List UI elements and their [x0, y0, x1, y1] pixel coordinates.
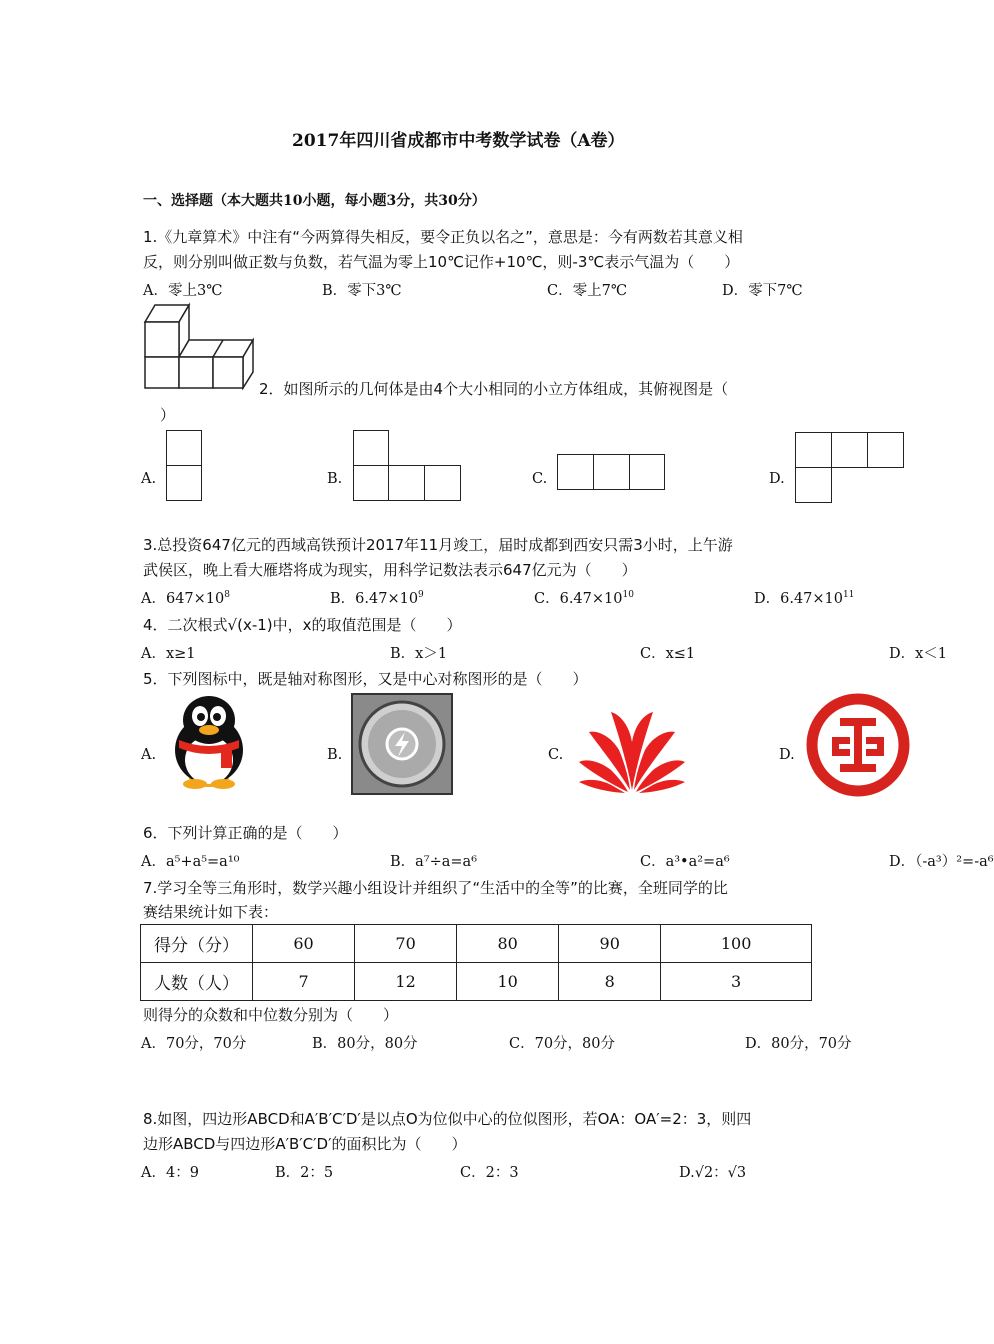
table-cell: 100 [661, 925, 812, 963]
q2-option-a[interactable]: A. [141, 471, 157, 487]
table-row [141, 925, 812, 963]
lightning-disc-icon [351, 693, 453, 795]
section-heading: 一、选择题（本大题共10小题，每小题3分，共30分） [143, 193, 486, 209]
q8-option-a[interactable]: A．4：9 [141, 1165, 199, 1181]
q3-line1: 3.总投资647亿元的西域高铁预计2017年11月竣工，届时成都到西安只需3小时，上午游 [143, 536, 733, 554]
q1-option-b[interactable]: B．零下3℃ [322, 283, 402, 299]
q5-option-d[interactable]: D. [779, 747, 795, 763]
q4-option-c[interactable]: C．x≤1 [640, 646, 696, 662]
q5-option-c[interactable]: C. [548, 747, 564, 763]
score-table [140, 924, 812, 1001]
table-cell: 7 [253, 963, 355, 1001]
huawei-logo-icon [573, 702, 691, 794]
table-cell: 人数（人） [141, 963, 253, 1001]
q6-option-d[interactable]: D．（-a³）²=-a⁶ [889, 854, 994, 870]
table-cell: 80 [457, 925, 559, 963]
q2-c-square-1 [557, 454, 594, 490]
q5-option-b[interactable]: B. [327, 747, 343, 763]
q4-option-a[interactable]: A．x≥1 [141, 646, 196, 662]
table-cell: 12 [355, 963, 457, 1001]
q2-c-square-2 [593, 454, 630, 490]
q1-option-a[interactable]: A．零上3℃ [143, 283, 223, 299]
q2-d-square-2 [831, 432, 868, 468]
q1-option-c[interactable]: C．零上7℃ [547, 283, 628, 299]
q8-line2: 边形ABCD与四边形A′B′C′D′的面积比为（ ） [143, 1135, 467, 1153]
q3-option-a[interactable]: A．$647\times 10^8$ [141, 590, 230, 607]
table-cell: 10 [457, 963, 559, 1001]
table-cell: 90 [559, 925, 661, 963]
q2-option-d[interactable]: D. [769, 471, 785, 487]
q2-a-square-top [166, 430, 202, 466]
q8-option-d[interactable]: D.√2：√3 [679, 1165, 747, 1181]
q1-option-d[interactable]: D．零下7℃ [722, 283, 803, 299]
table-row [141, 963, 812, 1001]
q2-option-b[interactable]: B. [327, 471, 343, 487]
q7-line3: 则得分的众数和中位数分别为（ ） [143, 1006, 399, 1024]
q6-line1: 6．下列计算正确的是（ ） [143, 824, 348, 842]
table-cell: 8 [559, 963, 661, 1001]
q5-option-a[interactable]: A. [141, 747, 157, 763]
q4-line1: 4．二次根式√(x-1)中，x的取值范围是（ ） [143, 616, 462, 634]
q2-d-square-3 [867, 432, 904, 468]
page-title: 2017年四川省成都市中考数学试卷（A卷） [292, 131, 625, 151]
q4-option-d[interactable]: D．x＜1 [889, 646, 948, 662]
q2-b-square-1 [353, 465, 389, 501]
q1-line1: 1.《九章算术》中注有“今两算得失相反，要令正负以名之”，意思是：今有两数若其意义相 [143, 228, 743, 246]
table-cell: 3 [661, 963, 812, 1001]
q2-a-square-bottom [166, 465, 202, 501]
q7-line1: 7.学习全等三角形时，数学兴趣小组设计并组织了“生活中的全等”的比赛，全班同学的比 [143, 879, 728, 897]
q8-option-b[interactable]: B．2：5 [275, 1165, 334, 1181]
q2-line2: ） [160, 406, 176, 424]
q7-line2: 赛结果统计如下表： [143, 903, 279, 921]
q2-option-c[interactable]: C. [532, 471, 548, 487]
q6-option-c[interactable]: C．a³•a²=a⁶ [640, 854, 730, 870]
q7-option-a[interactable]: A．70分，70分 [141, 1036, 247, 1052]
q2-cube-figure [140, 300, 258, 392]
q3-option-d[interactable]: D．$6.47\times 10^{11}$ [754, 590, 855, 607]
q4-option-b[interactable]: B．x＞1 [390, 646, 448, 662]
q6-option-a[interactable]: A．a⁵+a⁵=a¹⁰ [141, 854, 240, 870]
q2-line1: 2．如图所示的几何体是由4个大小相同的小立方体组成，其俯视图是（ [259, 380, 729, 398]
q7-option-d[interactable]: D．80分，70分 [745, 1036, 852, 1052]
q2-d-square-1 [795, 432, 832, 468]
q2-b-square-3 [424, 465, 461, 501]
penguin-icon [165, 692, 255, 792]
table-cell: 得分（分） [141, 925, 253, 963]
q2-b-square-2 [388, 465, 425, 501]
icbc-logo-icon [805, 692, 911, 798]
q3-line2: 武侯区，晚上看大雁塔将成为现实，用科学记数法表示647亿元为（ ） [143, 561, 637, 579]
q3-option-b[interactable]: B．$6.47\times 10^9$ [330, 590, 424, 607]
table-cell: 70 [355, 925, 457, 963]
q7-option-b[interactable]: B．80分，80分 [312, 1036, 418, 1052]
q6-option-b[interactable]: B．a⁷÷a=a⁶ [390, 854, 478, 870]
q1-line2: 反，则分别叫做正数与负数，若气温为零上10℃记作+10℃，则-3℃表示气温为（ ） [143, 253, 740, 271]
q2-b-square-top [353, 430, 389, 466]
q7-option-c[interactable]: C．70分，80分 [509, 1036, 615, 1052]
table-cell: 60 [253, 925, 355, 963]
q8-option-c[interactable]: C．2：3 [460, 1165, 519, 1181]
q2-d-square-bottom [795, 467, 832, 503]
q5-line1: 5．下列图标中，既是轴对称图形，又是中心对称图形的是（ ） [143, 670, 588, 688]
q2-c-square-3 [629, 454, 665, 490]
q3-option-c[interactable]: C．$6.47\times 10^{10}$ [534, 590, 634, 607]
q8-line1: 8.如图，四边形ABCD和A′B′C′D′是以点O为位似中心的位似图形，若OA：OA′=2：3，则四 [143, 1110, 752, 1128]
